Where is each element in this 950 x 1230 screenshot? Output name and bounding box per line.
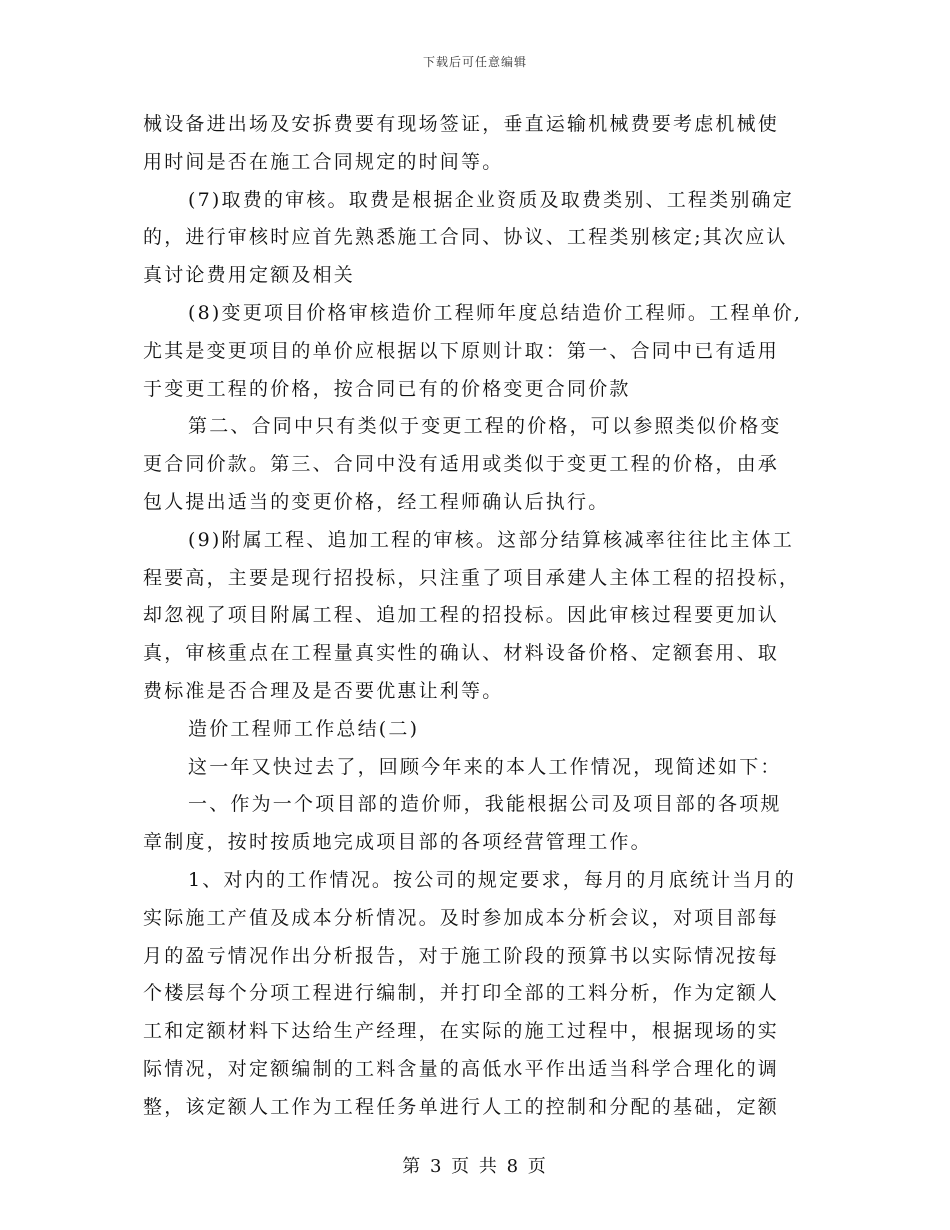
text-line: 一、作为一个项目部的造价师，我能根据公司及项目部的各项规 bbox=[188, 793, 782, 816]
text-line: 尤其是变更项目的单价应根据以下原则计取：第一、合同中已有适用 bbox=[143, 339, 780, 362]
text-line: (8)变更项目价格审核造价工程师年度总结造价工程师。工程单价, bbox=[188, 301, 803, 324]
text-line: 造价工程师工作总结(二) bbox=[188, 717, 420, 740]
text-line: 个楼层每个分项工程进行编制，并打印全部的工料分析，作为定额人 bbox=[143, 982, 780, 1005]
text-line: 整，该定额人工作为工程任务单进行人工的控制和分配的基础，定额 bbox=[143, 1095, 780, 1118]
text-line: 工和定额材料下达给生产经理，在实际的施工过程中，根据现场的实 bbox=[143, 1020, 780, 1043]
text-line: (7)取费的审核。取费是根据企业资质及取费类别、工程类别确定 bbox=[188, 188, 794, 211]
text-line: 章制度，按时按质地完成项目部的各项经营管理工作。 bbox=[143, 831, 652, 854]
text-line: 费标准是否合理及是否要优惠让利等。 bbox=[143, 679, 504, 702]
text-line: 真，审核重点在工程量真实性的确认、材料设备价格、定额套用、取 bbox=[143, 642, 780, 665]
text-line: 程要高，主要是现行招投标，只注重了项目承建人主体工程的招投标， bbox=[143, 566, 801, 589]
text-line: (9)附属工程、追加工程的审核。这部分结算核减率往往比主体工 bbox=[188, 528, 794, 551]
text-line: 际情况，对定额编制的工料含量的高低水平作出适当科学合理化的调 bbox=[143, 1057, 780, 1080]
text-line: 械设备进出场及安拆费要有现场签证，垂直运输机械费要考虑机械使 bbox=[143, 113, 780, 135]
text-line: 却忽视了项目附属工程、追加工程的招投标。因此审核过程要更加认 bbox=[143, 604, 780, 627]
page-header: 下载后可任意编辑 bbox=[422, 55, 527, 69]
text-line: 第二、合同中只有类似于变更工程的价格，可以参照类似价格变 bbox=[188, 415, 782, 438]
text-line: 更合同价款。第三、合同中没有适用或类似于变更工程的价格，由承 bbox=[143, 453, 780, 476]
text-line: 的，进行审核时应首先熟悉施工合同、协议、工程类别核定;其次应认 bbox=[143, 226, 788, 249]
text-line: 于变更工程的价格，按合同已有的价格变更合同价款 bbox=[143, 377, 631, 400]
text-line: 这一年又快过去了，回顾今年来的本人工作情况，现简述如下： bbox=[188, 755, 782, 778]
text-line: 包人提出适当的变更价格，经工程师确认后执行。 bbox=[143, 490, 610, 513]
text-line: 月的盈亏情况作出分析报告，对于施工阶段的预算书以实际情况按每 bbox=[143, 944, 780, 967]
page-number-footer: 第 3 页 共 8 页 bbox=[402, 1156, 548, 1177]
text-line: 真讨论费用定额及相关 bbox=[143, 264, 356, 287]
text-line: 1、对内的工作情况。按公司的规定要求，每月的月底统计当月的 bbox=[188, 868, 796, 891]
text-line: 用时间是否在施工合同规定的时间等。 bbox=[143, 150, 504, 173]
text-line: 实际施工产值及成本分析情况。及时参加成本分析会议，对项目部每 bbox=[143, 906, 780, 929]
document-body bbox=[143, 106, 823, 1127]
